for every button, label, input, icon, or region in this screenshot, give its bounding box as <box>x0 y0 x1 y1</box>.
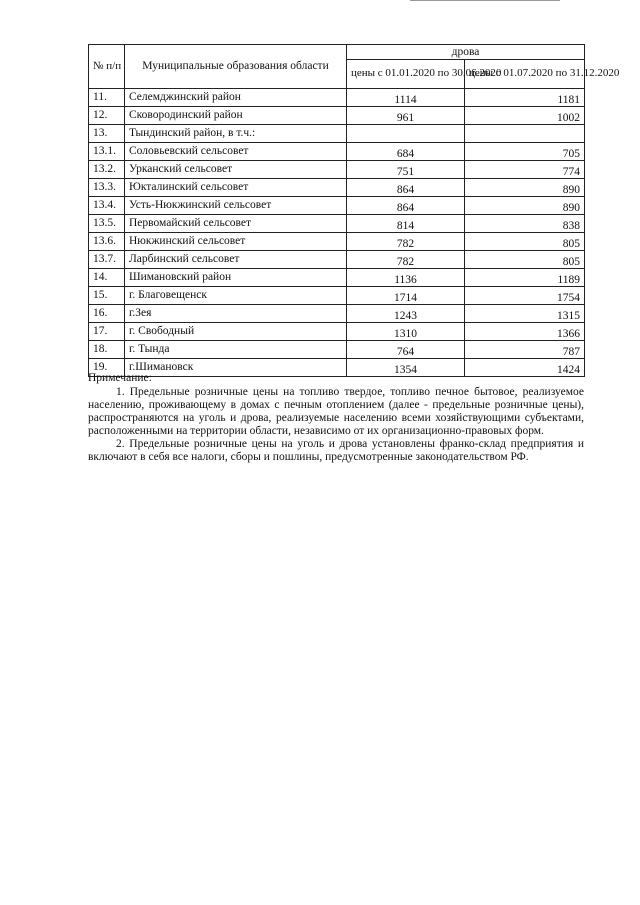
row-number: 18. <box>89 341 125 359</box>
row-price-period-1: 684 <box>347 143 465 161</box>
row-number: 13.4. <box>89 197 125 215</box>
row-price-period-1: 1310 <box>347 323 465 341</box>
row-price-period-1: 751 <box>347 161 465 179</box>
row-price-period-1: 1136 <box>347 269 465 287</box>
table-row <box>89 287 585 305</box>
row-price-period-1: 814 <box>347 215 465 233</box>
row-price-period-1: 1114 <box>347 89 465 107</box>
table-row <box>89 341 585 359</box>
row-municipality: Сковородинский район <box>125 107 347 125</box>
note-paragraph-1: 1. Предельные розничные цены на топливо твердое, топливо печное бытовое, реализуемое населению, проживающему в домах с печным отоплением (далее - предельные розничные цены), распространяются на уголь и дрова, реализуемые населению всеми хозяйствующими субъектами, расположенными на территории области, независимо от их организационно-правовых форм. <box>88 386 584 437</box>
header-period-1: цены с 01.01.2020 по 30.06.2020 <box>347 60 465 89</box>
table-row <box>89 89 585 107</box>
row-price-period-2: 774 <box>465 161 585 179</box>
table-row <box>89 269 585 287</box>
notes-section <box>88 372 584 464</box>
row-price-period-2: 1754 <box>465 287 585 305</box>
row-municipality: Тындинский район, в т.ч.: <box>125 125 347 143</box>
row-price-period-1: 864 <box>347 197 465 215</box>
row-price-period-2: 787 <box>465 341 585 359</box>
table-row <box>89 179 585 197</box>
table-row <box>89 107 585 125</box>
row-price-period-2: 838 <box>465 215 585 233</box>
row-price-period-2: 1366 <box>465 323 585 341</box>
row-price-period-2: 705 <box>465 143 585 161</box>
row-number: 13.1. <box>89 143 125 161</box>
row-number: 16. <box>89 305 125 323</box>
row-price-period-2: 1315 <box>465 305 585 323</box>
row-number: 17. <box>89 323 125 341</box>
row-price-period-2: 1181 <box>465 89 585 107</box>
row-municipality: г. Свободный <box>125 323 347 341</box>
row-price-period-2: 1002 <box>465 107 585 125</box>
header-municipality: Муниципальные образования области <box>125 45 347 89</box>
table-row <box>89 251 585 269</box>
row-municipality: Шимановский район <box>125 269 347 287</box>
table-row <box>89 197 585 215</box>
row-price-period-2: 1424 <box>465 359 585 377</box>
note-paragraph-2: 2. Предельные розничные цены на уголь и дрова установлены франко-склад предприятия и включают в себя все налоги, сборы и пошлины, предусмотренные законодательством РФ. <box>88 438 584 463</box>
row-price-period-2: 805 <box>465 233 585 251</box>
row-price-period-1: 782 <box>347 251 465 269</box>
row-municipality: Селемджинский район <box>125 89 347 107</box>
row-number: 13.3. <box>89 179 125 197</box>
row-price-period-1: 864 <box>347 179 465 197</box>
table-row <box>89 305 585 323</box>
table-row <box>89 125 585 143</box>
row-price-period-2: 890 <box>465 197 585 215</box>
row-municipality: Юкталинский сельсовет <box>125 179 347 197</box>
row-price-period-2: 1189 <box>465 269 585 287</box>
row-municipality: Первомайский сельсовет <box>125 215 347 233</box>
row-number: 13.5. <box>89 215 125 233</box>
row-municipality: Ларбинский сельсовет <box>125 251 347 269</box>
scan-edge-line <box>410 0 560 1</box>
table-row <box>89 323 585 341</box>
row-price-period-1: 1243 <box>347 305 465 323</box>
row-municipality: Нюкжинский сельсовет <box>125 233 347 251</box>
row-price-period-1: 1714 <box>347 287 465 305</box>
row-number: 11. <box>89 89 125 107</box>
table-body <box>89 89 585 377</box>
price-table <box>88 44 620 377</box>
header-number: № п/п <box>89 45 125 89</box>
header-period-2: цены с 01.07.2020 по 31.12.2020 <box>465 60 585 89</box>
row-price-period-1: 782 <box>347 233 465 251</box>
row-municipality: Усть-Нюкжинский сельсовет <box>125 197 347 215</box>
table-row <box>89 143 585 161</box>
row-municipality: г. Благовещенск <box>125 287 347 305</box>
row-number: 13.6. <box>89 233 125 251</box>
table-row <box>89 215 585 233</box>
row-price-period-1: 1354 <box>347 359 465 377</box>
row-municipality: Урканский сельсовет <box>125 161 347 179</box>
row-price-period-2: 890 <box>465 179 585 197</box>
row-municipality: г. Тында <box>125 341 347 359</box>
notes-title: Примечание: <box>88 372 152 384</box>
header-group-firewood: дрова <box>347 45 585 60</box>
row-price-period-2 <box>465 125 585 143</box>
row-municipality: г.Шимановск <box>125 359 347 377</box>
row-number: 12. <box>89 107 125 125</box>
row-municipality: Соловьевский сельсовет <box>125 143 347 161</box>
row-number: 19. <box>89 359 125 377</box>
row-price-period-1 <box>347 125 465 143</box>
row-number: 13.2. <box>89 161 125 179</box>
row-number: 14. <box>89 269 125 287</box>
row-price-period-1: 764 <box>347 341 465 359</box>
table-row <box>89 233 585 251</box>
table-row <box>89 161 585 179</box>
row-price-period-1: 961 <box>347 107 465 125</box>
row-municipality: г.Зея <box>125 305 347 323</box>
row-price-period-2: 805 <box>465 251 585 269</box>
row-number: 13.7. <box>89 251 125 269</box>
row-number: 13. <box>89 125 125 143</box>
row-number: 15. <box>89 287 125 305</box>
